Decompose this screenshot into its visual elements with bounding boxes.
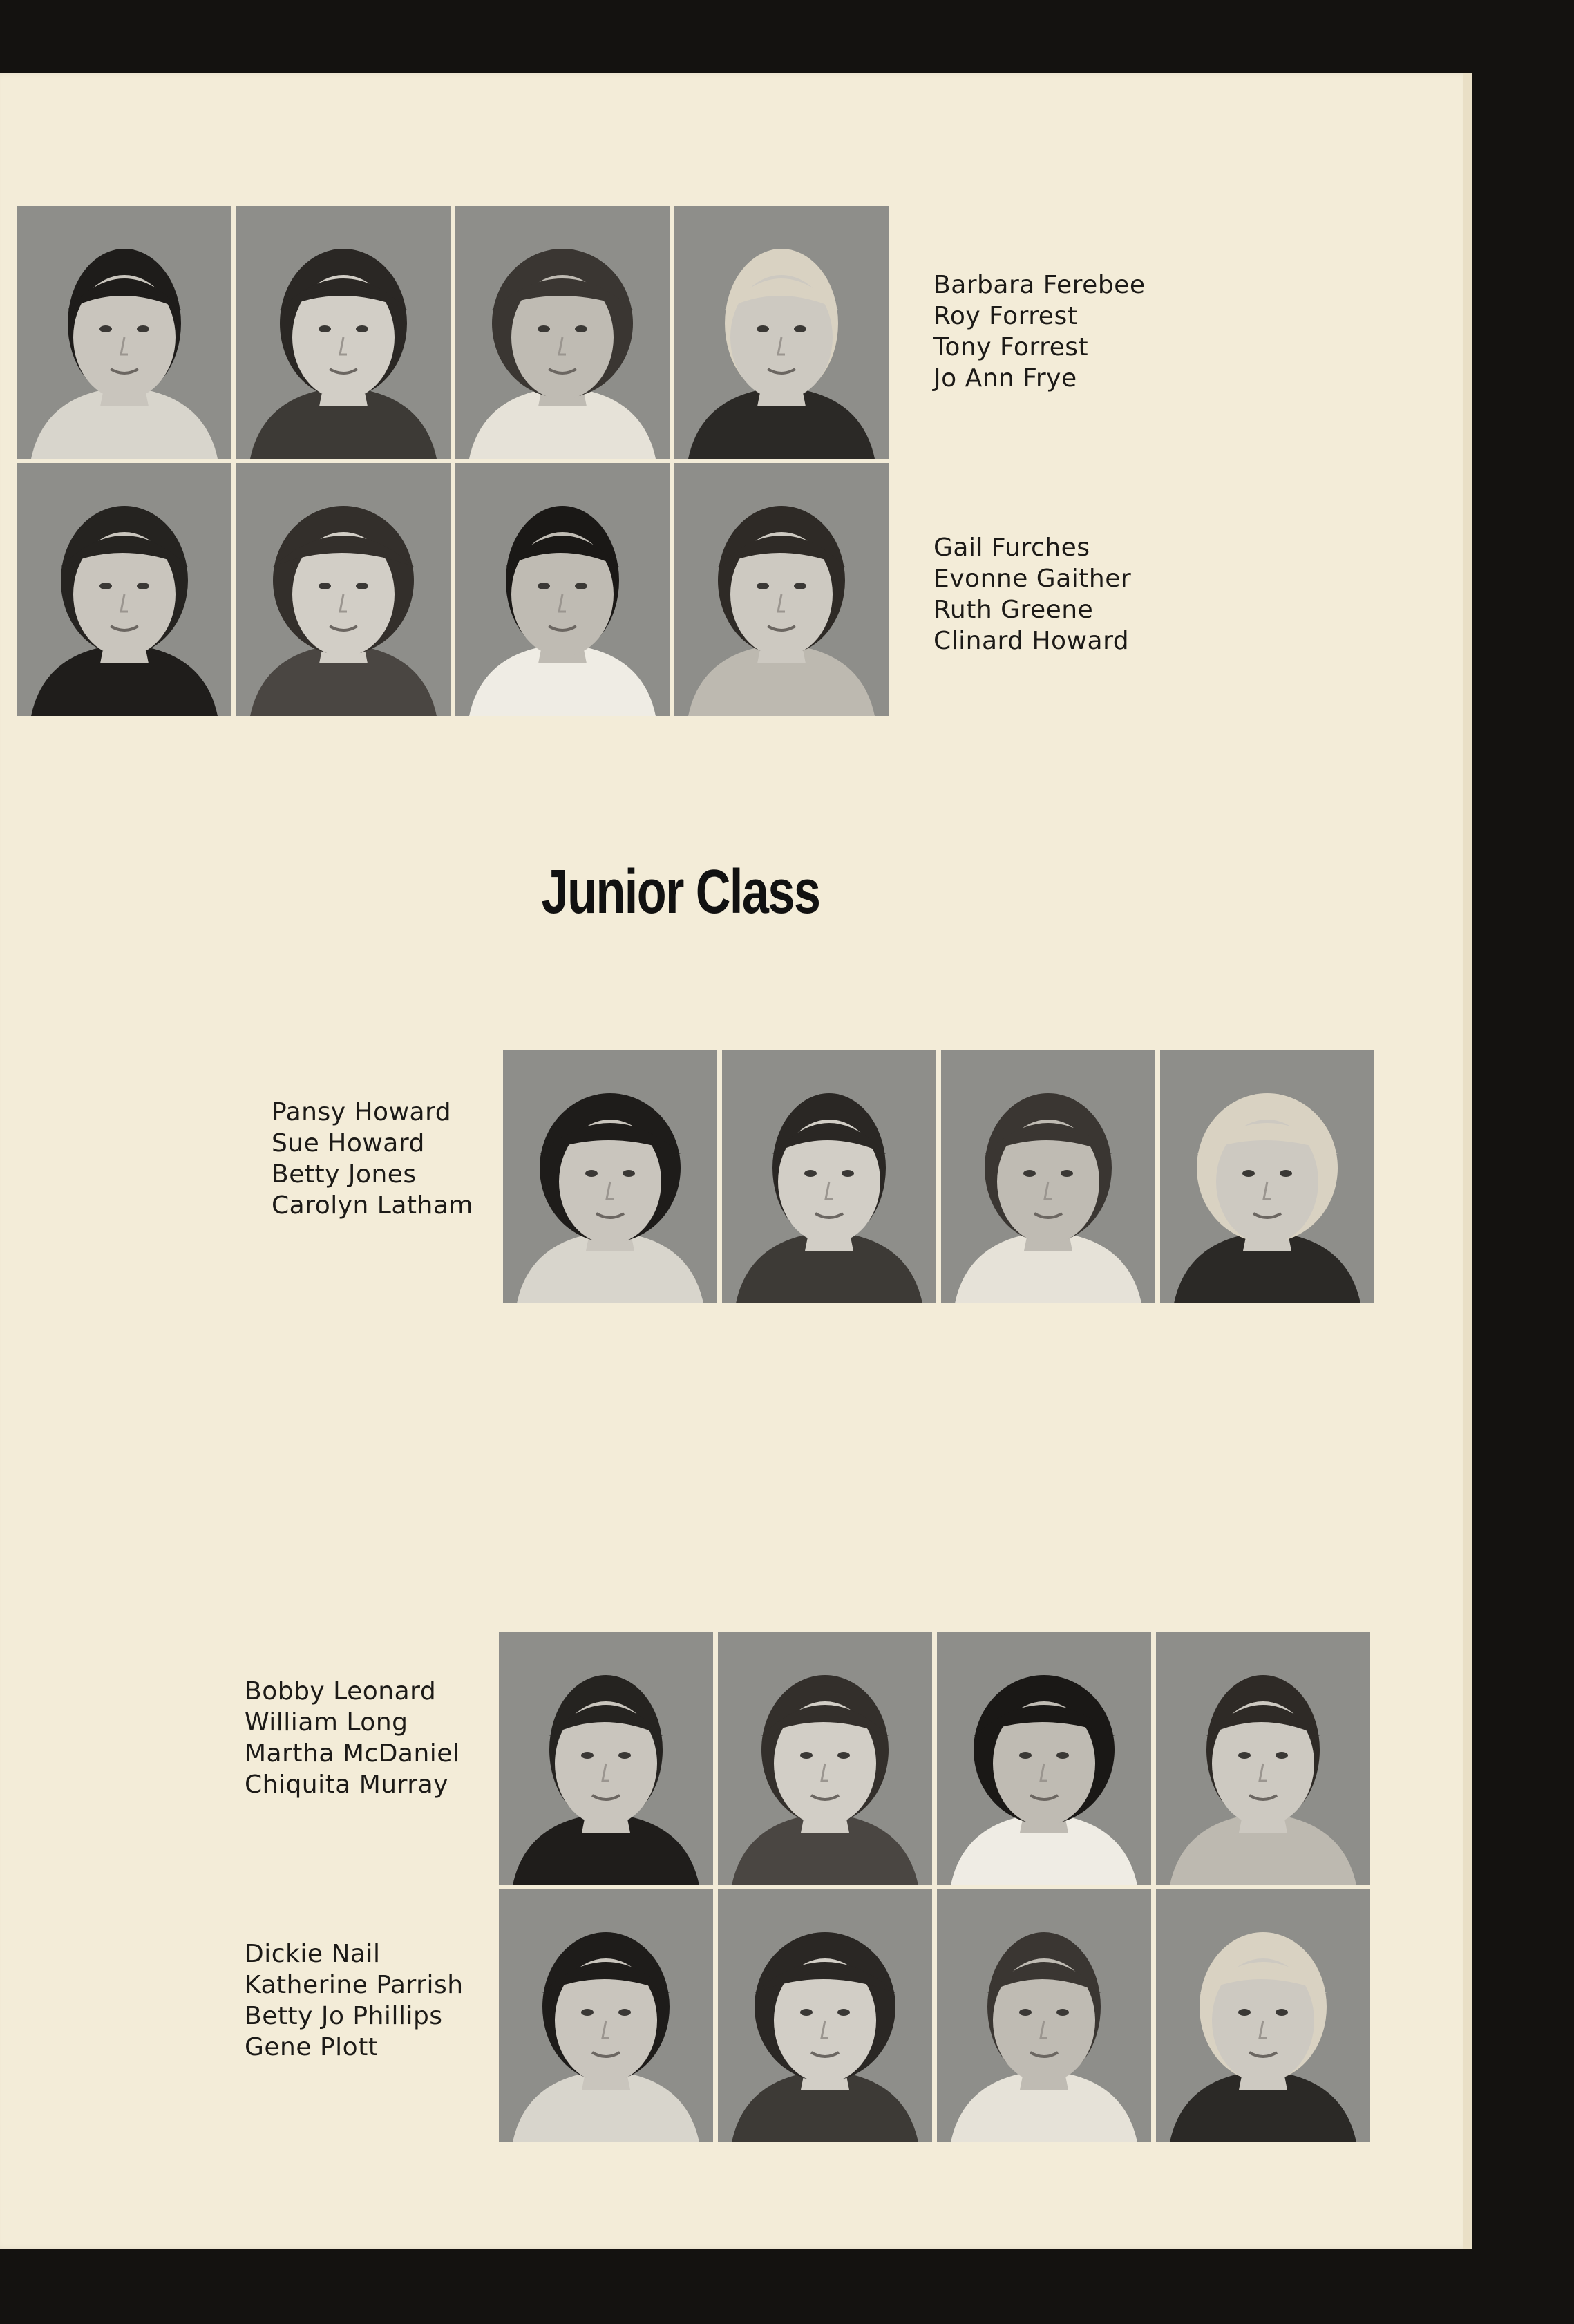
student-portrait xyxy=(455,463,670,716)
student-name: Martha McDaniel xyxy=(245,1739,460,1768)
name-list-group-2 xyxy=(933,532,1131,656)
student-name: Pansy Howard xyxy=(272,1098,452,1126)
student-portrait xyxy=(499,1632,713,1885)
student-name: Tony Forrest xyxy=(933,333,1089,361)
student-name: Carolyn Latham xyxy=(272,1191,473,1220)
student-portrait xyxy=(17,206,231,459)
student-name: Betty Jones xyxy=(272,1160,417,1189)
student-name: Katherine Parrish xyxy=(245,1971,464,1999)
student-portrait xyxy=(236,463,451,716)
student-portrait xyxy=(499,1889,713,2142)
student-name: Gail Furches xyxy=(933,533,1090,562)
name-list-group-3 xyxy=(272,1097,473,1221)
student-portrait xyxy=(722,1050,936,1303)
student-name: Gene Plott xyxy=(245,2033,379,2061)
student-portrait xyxy=(941,1050,1155,1303)
student-name: Barbara Ferebee xyxy=(933,271,1146,299)
photo-grid-bottom xyxy=(499,1632,1370,2142)
student-name: Clinard Howard xyxy=(933,627,1130,655)
student-name: Roy Forrest xyxy=(933,302,1078,330)
student-portrait xyxy=(718,1632,932,1885)
page-edge xyxy=(1463,73,1472,2249)
student-portrait xyxy=(937,1632,1151,1885)
student-name: William Long xyxy=(245,1708,408,1737)
student-portrait xyxy=(1156,1889,1370,2142)
student-name: Bobby Leonard xyxy=(245,1677,437,1706)
name-list-group-1 xyxy=(933,270,1145,394)
student-name: Ruth Greene xyxy=(933,596,1094,624)
photo-grid-middle xyxy=(503,1050,1374,1303)
student-portrait xyxy=(1156,1632,1370,1885)
student-name: Sue Howard xyxy=(272,1129,425,1158)
student-portrait xyxy=(503,1050,717,1303)
student-portrait xyxy=(1160,1050,1374,1303)
student-portrait xyxy=(937,1889,1151,2142)
student-portrait xyxy=(17,463,231,716)
student-portrait xyxy=(674,206,889,459)
student-portrait xyxy=(718,1889,932,2142)
student-portrait xyxy=(455,206,670,459)
student-name: Chiquita Murray xyxy=(245,1770,448,1799)
student-name: Jo Ann Frye xyxy=(933,364,1077,393)
name-list-group-5 xyxy=(245,1938,464,2063)
student-name: Evonne Gaither xyxy=(933,565,1132,593)
student-portrait xyxy=(674,463,889,716)
student-name: Betty Jo Phillips xyxy=(245,2002,443,2030)
student-portrait xyxy=(236,206,451,459)
photo-grid-top xyxy=(17,206,889,716)
name-list-group-4 xyxy=(245,1676,459,1800)
student-name: Dickie Nail xyxy=(245,1940,381,1968)
section-title: Junior Class xyxy=(541,858,820,927)
